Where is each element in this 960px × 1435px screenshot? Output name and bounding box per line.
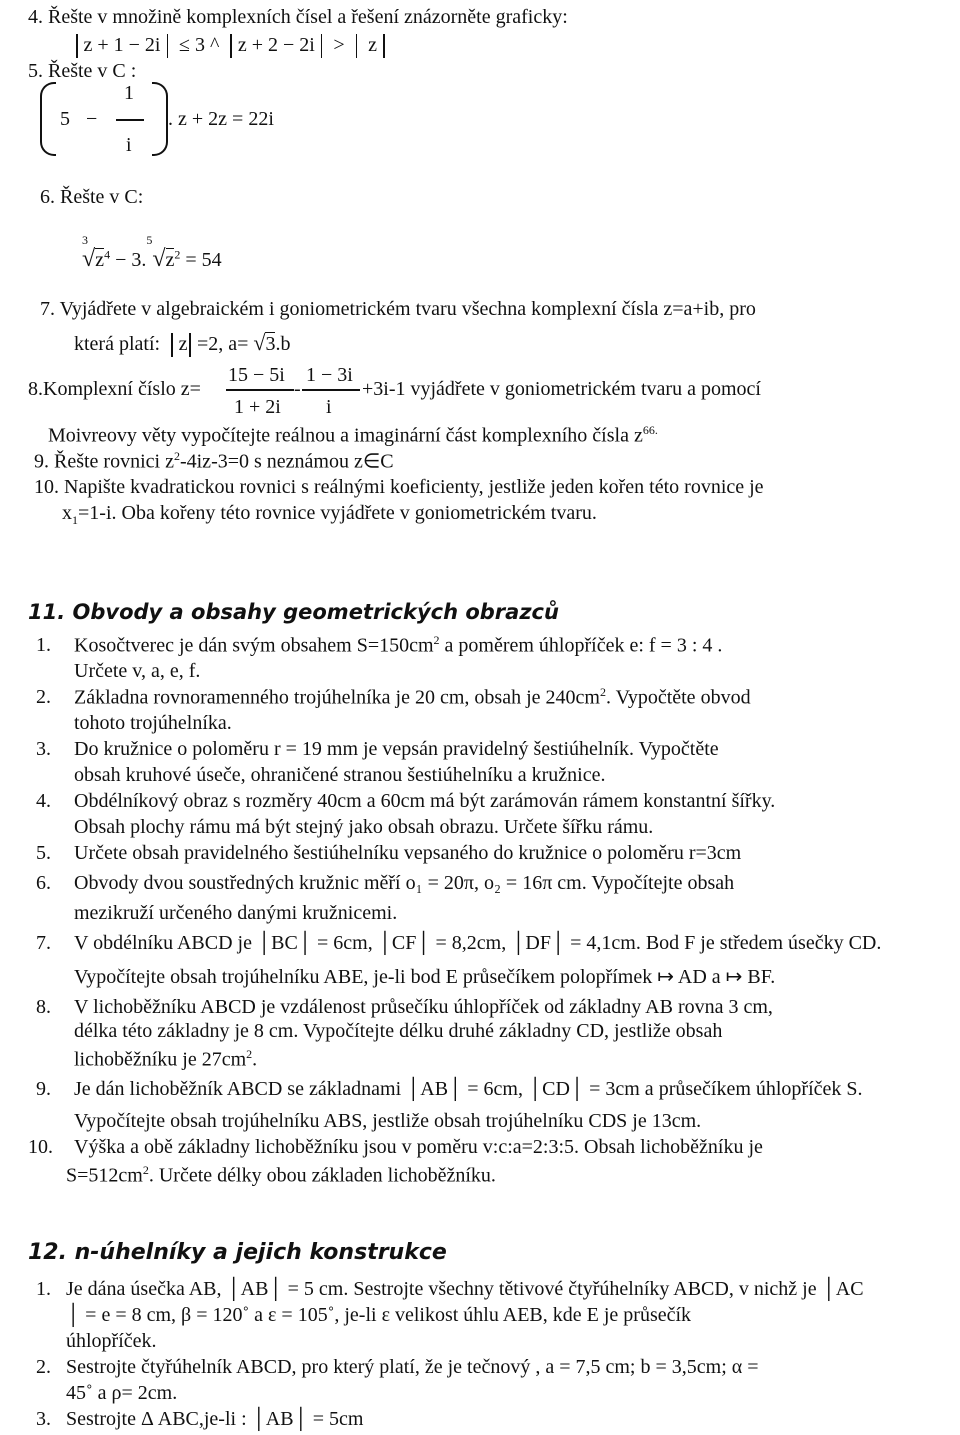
s11-i1-a: Kosočtverec je dán svým obsahem S=150cm: [74, 634, 434, 657]
s11-item-5-line1: Určete obsah pravidelného šestiúhelníku vepsaného do kružnice o poloměru r=3cm: [74, 842, 742, 864]
s11-item-3-line2: obsah kruhové úseče, ohraničené stranou šestiúhelníku a kružnice.: [74, 764, 606, 786]
s12-item-1-line2: │ = e = 8 cm, β = 120˚ a ε = 105˚, je-li ε velikost úhlu AEB, kde E je průsečík: [66, 1304, 692, 1326]
s11-item-9-line2: Vypočítejte obsah trojúhelníku ABS, jestliže obsah trojúhelníku CDS je 13cm.: [74, 1110, 702, 1132]
math-part-d: >: [333, 34, 350, 56]
s11-i10-l2a: S=512cm: [66, 1164, 143, 1187]
p8-lead: 8.Komplexní číslo z=: [28, 378, 201, 400]
math-part-b: ≤ 3 ^: [179, 34, 220, 56]
root-index-5: 5: [146, 233, 153, 248]
s11-item-6-num: 6.: [36, 872, 51, 894]
p10-sub: 1: [72, 513, 78, 527]
s11-item-2-num: 2.: [36, 686, 51, 708]
s11-i8-l3sup: 2: [246, 1047, 253, 1061]
p8-exp66: 66.: [642, 423, 658, 437]
s12-item-1-line1: Je dána úsečka AB, │AB│ = 5 cm. Sestrojte všechny tětivové čtyřúhelníky ABCD, v nichž je │AC: [66, 1278, 864, 1300]
p7-e: .b: [275, 333, 291, 355]
p9-a: 9. Řešte rovnici z: [34, 450, 174, 473]
problem-4-math: [70, 34, 391, 58]
s12-item-3-line1: Sestrojte Δ ABC,je-li : │AB│ = 5cm: [66, 1408, 364, 1430]
problem-7-line2: která platí: z =2, a= √3.b: [74, 330, 290, 357]
p8-line2: [48, 424, 658, 448]
problem-10-line2: [62, 502, 597, 528]
problem-7-line1: 7. Vyjádřete v algebraickém i goniometrickém tvaru všechna komplexní čísla z=a+ib, pro: [40, 298, 756, 320]
p8-num1: 15 − 5i: [228, 364, 285, 386]
s11-item-4-num: 4.: [36, 790, 51, 812]
root-index-3: 3: [82, 233, 88, 248]
p8-tail: +3i-1 vyjádřete v goniometrickém tvaru a pomocí: [362, 378, 761, 400]
s11-item-5-num: 5.: [36, 842, 51, 864]
s12-item-1-num: 1.: [36, 1278, 51, 1300]
s11-item-4-line2: Obsah plochy rámu má být stejný jako obsah obrazu. Určete šířku rámu.: [74, 816, 654, 838]
exp-4: 4: [104, 247, 111, 262]
s11-i8-l3b: .: [252, 1048, 258, 1071]
problem-6-equation: $^3√z^4 - 3.^5√z^2 = 54$: [82, 233, 222, 272]
p8-num2: 1 − 3i: [306, 364, 353, 386]
s11-item-10-line2: [66, 1164, 496, 1188]
s11-item-8-line2: délka této základny je 8 cm. Vypočítejte délku druhé základny CD, jestliže obsah: [74, 1020, 723, 1042]
s12-item-3-num: 3.: [36, 1408, 51, 1430]
s11-item-1-line2: Určete v, a, e, f.: [74, 660, 201, 682]
p9-exp: 2: [173, 449, 180, 463]
s11-item-6-line1: Obvody dvou soustředných kružnic měří o₁ = 20π, o₂ = 16π cm. Vypočítejte obsah: [74, 872, 735, 894]
p8-line2-text: Moivreovy věty vypočítejte reálnou a imaginární část komplexního čísla: [48, 424, 629, 447]
problem-9: [34, 450, 394, 474]
s11-item-10-line1: Výška a obě základny lichoběžníku jsou v poměru v:c:a=2:3:5. Obsah lichoběžníku je: [74, 1136, 763, 1158]
s11-item-2-line1: [74, 686, 751, 710]
z2: z: [165, 249, 175, 271]
s11-item-8-num: 8.: [36, 996, 51, 1018]
problem-10-line1: 10. Napište kvadratickou rovnici s reálnými koeficienty, jestliže jeden kořen této rovnice je: [34, 476, 764, 498]
s11-item-3-line1: Do kružnice o poloměru r = 19 mm je vepsán pravidelný šestiúhelník. Vypočtěte: [74, 738, 719, 760]
s11-item-8-line3: [74, 1048, 257, 1072]
p5-numerator: 1: [124, 82, 134, 104]
s11-item-4-line1: Obdélníkový obraz s rozměry 40cm a 60cm má být zarámován rámem konstantní šířky.: [74, 790, 776, 812]
math-part-e: z: [368, 34, 378, 56]
problem-5-text: 5. Řešte v C :: [28, 60, 137, 82]
p5-rest: . z + 2z = 22i: [168, 108, 274, 130]
s12-item-2-line2: 45˚ a ρ= 2cm.: [66, 1382, 178, 1404]
p8-frac2-bar: [302, 389, 360, 391]
section-12-title: 12. n-úhelníky a jejich konstrukce: [28, 1240, 447, 1265]
p8-dash: -: [294, 378, 301, 400]
p8-den2: i: [326, 396, 332, 418]
p6-rhs: = 54: [180, 249, 222, 271]
s11-i10-l2b: . Určete délky obou základen lichoběžníku.: [148, 1164, 496, 1187]
p9-b: -4iz-3=0 s neznámou z∈C: [179, 450, 394, 473]
z4: z: [95, 249, 105, 271]
s12-item-2-num: 2.: [36, 1356, 51, 1378]
problem-4-text: 4. Řešte v množině komplexních čísel a řešení znázorněte graficky:: [28, 6, 568, 28]
s12-item-1-line3: úhlopříček.: [66, 1330, 157, 1352]
s11-item-8-line1: V lichoběžníku ABCD je vzdálenost průsečíku úhlopříček od základny AB rovna 3 cm,: [74, 996, 773, 1018]
s11-item-3-num: 3.: [36, 738, 51, 760]
problem-6-text: 6. Řešte v C:: [40, 186, 144, 208]
p5-minus: −: [86, 108, 98, 130]
s11-item-7-line2: Vypočítejte obsah trojúhelníku ABE, je-li bod E průsečíkem polopřímek ↦ AD a ↦ BF.: [74, 966, 776, 988]
section-11-title: 11. Obvody a obsahy geometrických obrazců: [28, 600, 559, 624]
p7-a: která platí:: [74, 333, 161, 355]
p10-x: x: [62, 502, 72, 524]
p10-rest: =1-i. Oba kořeny této rovnice vyjádřete v goniometrickém tvaru.: [78, 502, 597, 524]
s11-item-7-num: 7.: [36, 932, 51, 954]
s11-item-6-line2: mezikruží určeného danými kružnicemi.: [74, 902, 398, 924]
p8-den1: 1 + 2i: [234, 396, 281, 418]
p7-d: 3: [265, 333, 276, 355]
s11-item-10-num: 10.: [28, 1136, 53, 1158]
p5-denominator: i: [126, 134, 132, 156]
math-part-a: z + 1 − 2i: [83, 34, 161, 56]
s11-item-1-line1: [74, 634, 722, 658]
p8-frac1-bar: [226, 389, 294, 391]
s11-i2-b: . Vypočtěte obvod: [605, 686, 751, 709]
s11-item-1-num: 1.: [36, 634, 51, 656]
p7-b: z: [178, 333, 188, 355]
left-paren: [40, 82, 56, 156]
s11-item-9-num: 9.: [36, 1078, 51, 1100]
s11-i2-sup: 2: [599, 685, 606, 699]
p5-fraction-bar: [116, 119, 144, 121]
s11-i1-b: a poměrem úhlopříček e: f = 3 : 4 .: [439, 634, 723, 657]
math-part-c: z + 2 − 2i: [237, 34, 315, 56]
right-paren: [152, 82, 168, 156]
p5-five: 5: [60, 108, 70, 130]
exp-2: 2: [174, 247, 181, 262]
s12-item-2-line1: Sestrojte čtyřúhelník ABCD, pro který platí, že je tečnový , a = 7,5 cm; b = 3,5cm; α =: [66, 1356, 759, 1378]
s11-i2-a: Základna rovnoramenného trojúhelníka je 20 cm, obsah je 240cm: [74, 686, 600, 709]
p6-mid: − 3.: [110, 249, 147, 271]
p8-z66: z: [633, 424, 643, 447]
s11-i1-sup: 2: [433, 633, 440, 647]
s11-i8-l3a: lichoběžníku je 27cm: [74, 1048, 247, 1071]
s11-item-7-line1: V obdélníku ABCD je │BC│ = 6cm, │CF│ = 8,2cm, │DF│ = 4,1cm. Bod F je středem úsečky CD.: [74, 932, 882, 954]
s11-i10-l2sup: 2: [142, 1163, 149, 1177]
p7-c: =2, a=: [196, 333, 249, 355]
s11-item-2-line2: tohoto trojúhelníka.: [74, 712, 232, 734]
s11-item-9-line1: Je dán lichoběžník ABCD se základnami │AB│ = 6cm, │CD│ = 3cm a průsečíkem úhlopříček S.: [74, 1078, 863, 1100]
